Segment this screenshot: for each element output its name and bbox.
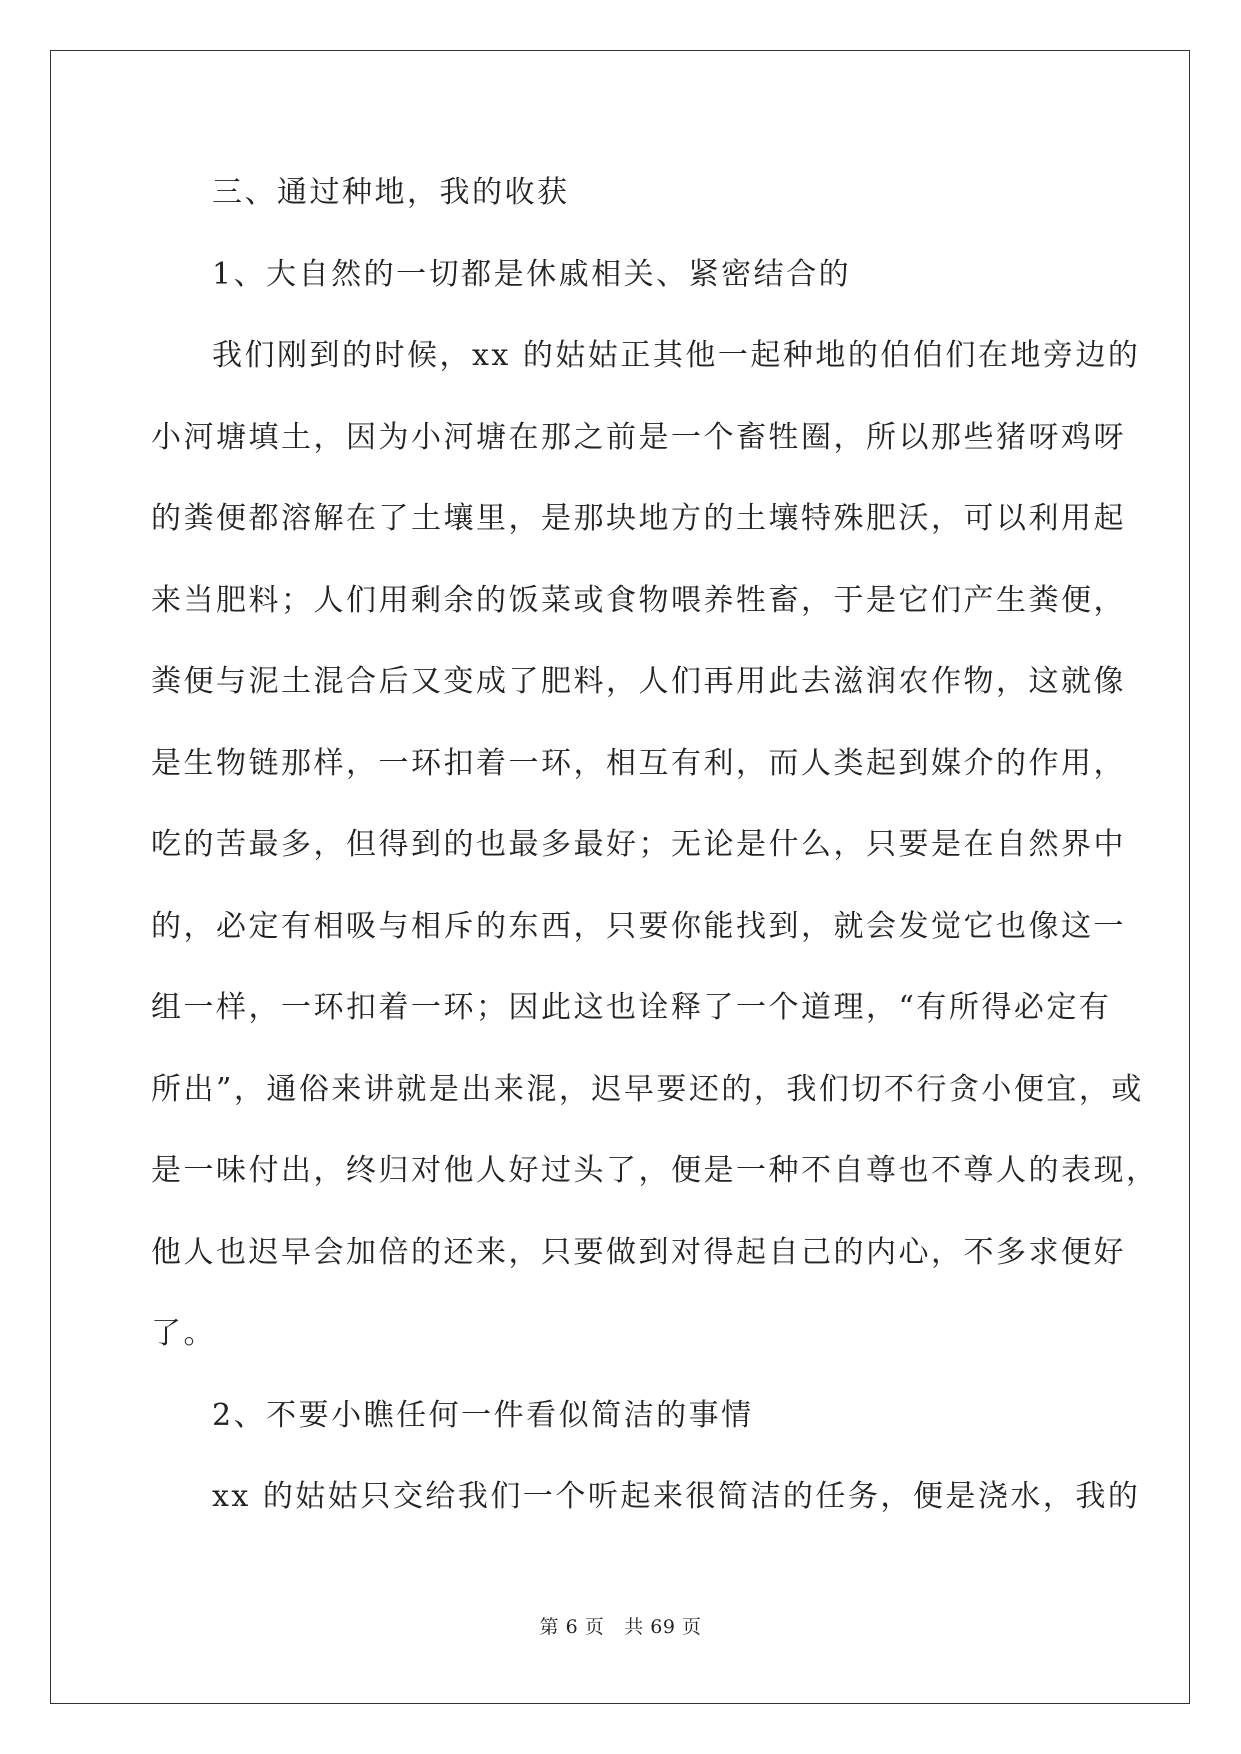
page-number: 第 6 页	[539, 1616, 605, 1638]
paragraph-line: 所出”，通俗来讲就是出来混，迟早要还的，我们切不行贪小便宜，或	[151, 1071, 1144, 1107]
page-total: 共 69 页	[624, 1616, 702, 1638]
subheading: 1、大自然的一切都是休戚相关、紧密结合的	[212, 256, 852, 292]
paragraph-line: 来当肥料；人们用剩余的饭菜或食物喂养牲畜，于是它们产生粪便，	[151, 582, 1126, 618]
paragraph-line: 了。	[151, 1316, 216, 1351]
paragraph-line: 组一样，一环扣着一环；因此这也诠释了一个道理，“有所得必定有	[151, 990, 1112, 1025]
paragraph-line: 的，必定有相吸与相斥的东西，只要你能找到，就会发觉它也像这一	[151, 908, 1126, 944]
paragraph-line: 小河塘填土，因为小河塘在那之前是一个畜牲圈，所以那些猪呀鸡呀	[151, 419, 1126, 455]
subheading: 2、不要小瞧任何一件看似简洁的事情	[212, 1397, 754, 1433]
page-footer	[0, 1612, 1241, 1639]
document-body	[151, 158, 1159, 1544]
paragraph-line: 他人也迟早会加倍的还来，只要做到对得起自己的内心，不多求便好	[151, 1234, 1126, 1270]
paragraph-line: 是一味付出，终归对他人好过头了，便是一种不自尊也不尊人的表现，	[151, 1153, 1159, 1188]
paragraph-line: xx 的姑姑只交给我们一个听起来很简洁的任务，便是浇水，我的	[212, 1479, 1141, 1514]
section-heading: 三、通过种地，我的收获	[212, 175, 570, 210]
paragraph-line: 粪便与泥土混合后又变成了肥料，人们再用此去滋润农作物，这就像	[151, 664, 1126, 699]
paragraph-line: 是生物链那样，一环扣着一环，相互有利，而人类起到媒介的作用，	[151, 745, 1126, 781]
paragraph-line: 的粪便都溶解在了土壤里，是那块地方的土壤特殊肥沃，可以利用起	[151, 501, 1126, 536]
paragraph-line: 吃的苦最多，但得到的也最多最好；无论是什么，只要是在自然界中	[151, 827, 1126, 862]
paragraph-line: 我们刚到的时候，xx 的姑姑正其他一起种地的伯伯们在地旁边的	[212, 338, 1141, 373]
